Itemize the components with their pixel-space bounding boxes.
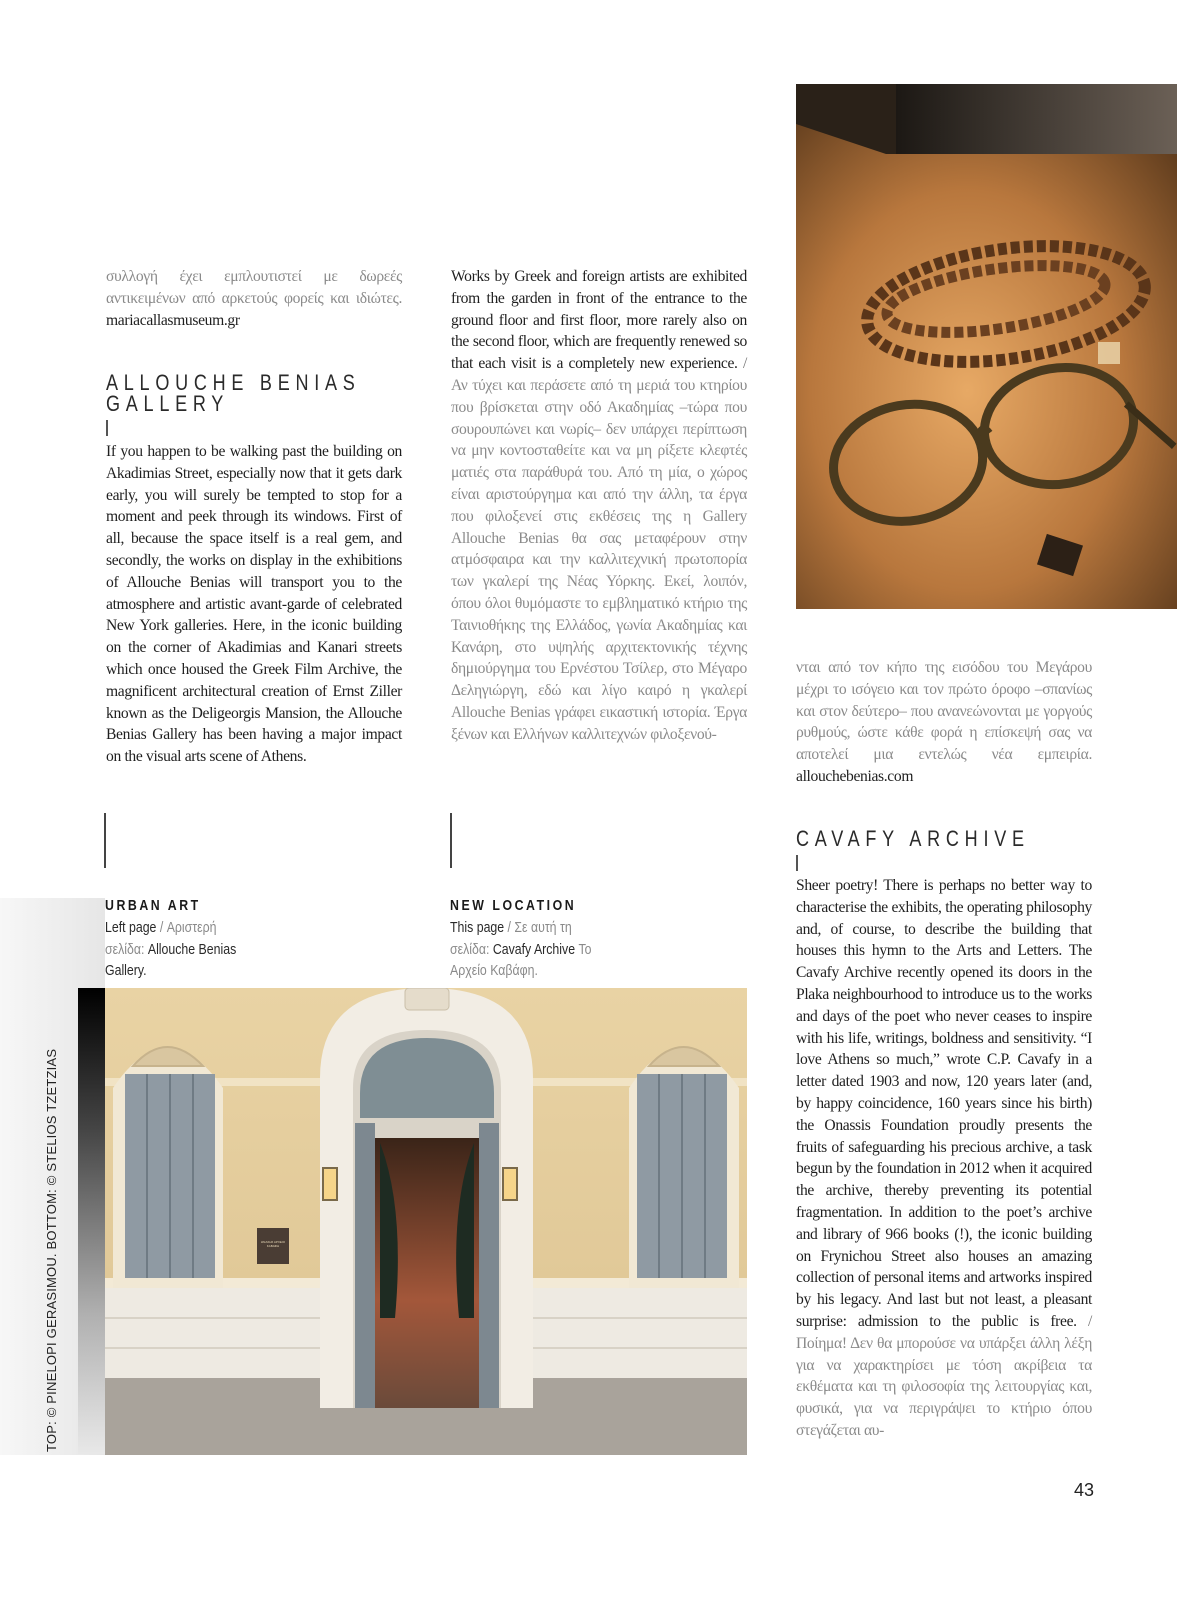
cavafy-archive-building-photo	[105, 988, 747, 1455]
allouche-benias-body-gr: Αν τύχει και περάσετε από τη μεριά του κτηρίου που βρίσκεται στην οδό Ακαδημίας –τώρα που σουρουπώνει και νωρίς– δεν υπάρχει περίπτωση να μην κοντοσταθείτε και να μη ρίξετε κλεφτές ματιές στα παράθυρά του. Από τη μία, ο χώρος είναι αριστούργημα και από την άλλη, τα έργα που φιλοξενεί στις εκθέσεις της η Gallery Allouche Benias θα σας μεταφέρουν στην ατμόσφαιρα και την καλλιτεχνική πρωτοπορία των γκαλερί της Νέας Υόρκης. Εκεί, λοιπόν, όπου όλοι θυμόμαστε το εμβληματικό κτήριο της Ταινιοθήκης της Ελλάδος, γωνία Ακαδημίας και Κανάρη, στο υψηλής αρχιτεκτονικής τέχνης δημιούργημα του Ερνέστου Τσίλερ, στο Μέγαρο Δεληγιώργη, εδώ και λίγο καιρό η γκαλερί Allouche Benias γράφει εικαστική ιστορία. Έργα ξένων και Ελλήνων καλλιτεχνών φιλοξενού-	[451, 376, 747, 743]
caption-left-label-gr: Αριστερή σελίδα:	[105, 920, 217, 958]
intro-greek-text: συλλογή έχει εμπλουτιστεί με δωρεές αντικειμένων από αρκετούς φορείς και ιδιώτες.	[106, 268, 402, 307]
heading-tick-mark	[106, 420, 108, 436]
allouche-benias-heading: ALLOUCHE BENIAS GALLERY	[106, 370, 361, 416]
caption-right-text-gr: Το Αρχείο Καβάφη.	[450, 941, 592, 980]
heading-tick-mark-2	[796, 855, 798, 871]
maria-callas-museum-link[interactable]: mariacallasmuseum.gr	[106, 311, 240, 329]
building-facade-drawing	[105, 988, 747, 1455]
glasses-photo-drawing	[796, 84, 1177, 609]
caption-right-text-en: Cavafy Archive	[492, 941, 576, 958]
caption-new-location	[450, 918, 603, 983]
allouche-benias-body-en-cont: Works by Greek and foreign artists are exhibited from the garden in front of the entrance to the ground floor and first floor, more rarely also on the second floor, which are frequently renewed so that each visit is a completely new experience.	[451, 268, 747, 373]
column-2-body	[451, 266, 747, 746]
language-separator-2: /	[1088, 1312, 1092, 1330]
caption-right-sep: /	[507, 920, 511, 936]
column-3-continued	[796, 657, 1092, 788]
allouche-benias-body-en: If you happen to be walking past the building on Akadimias Street, especially now that it gets dark early, you will surely be tempted to stop for a moment and peek through its windows. First of all, because the space itself is a real gem, and secondly, the works on display in the exhibitions of Allouche Benias will transport you to the atmosphere and artistic avant-garde of celebrated New York galleries. Here, in the iconic building on the corner of Akadimias and Kanari streets which once housed the Greek Film Archive, the magnificent architectural creation of Ernst Ziller known as the Deligeorgis Mansion, the Allouche Benias Gallery has been having a major impact on the visual arts scene of Athens.	[106, 443, 402, 766]
cavafy-archive-body-en: Sheer poetry! There is perhaps no better way to characterise the exhibits, the operating philosophy and, of course, to describe the building that houses this hymn to the Arts and Letters. The Cavafy Archive recently opened its doors in the Plaka neighbourhood to introduce us to the works and days of the poet who never ceases to inspire with his life, writings, boldness and sensitivity. “I love Athens so much,” wrote C.P. Cavafy in a letter dated 1903 and now, 120 years later (and, by happy coincidence, 160 years since his birth) the Onassis Foundation proudly presents the fruits of safeguarding his precious archive, a task begun by the foundation in 2012 when it acquired the archive, thereby preventing its potential fragmentation. In addition to the poet’s archive and library of 966 books (!), the iconic building on Frynichou Street also houses an amazing collection of personal items and artworks inspired by his legacy. And last but not least, a pleasant surprise: admission to the public is free.	[796, 877, 1092, 1330]
caption-title-new-location: NEW LOCATION	[450, 898, 577, 914]
caption-right-label-en: This page	[450, 920, 505, 936]
caption-rule-right	[450, 813, 452, 868]
language-separator: /	[743, 355, 747, 373]
caption-title-urban-art: URBAN ART	[105, 898, 201, 914]
cavafy-archive-body	[796, 875, 1092, 1442]
glasses-and-prayer-beads-photo	[796, 84, 1177, 609]
caption-left-label-en: Left page	[105, 920, 157, 936]
cavafy-archive-heading: CAVAFY ARCHIVE	[796, 826, 1030, 851]
column-1-intro	[106, 266, 402, 331]
photo-edge-shade	[78, 988, 106, 1454]
allouche-benias-link[interactable]: allouchebenias.com	[796, 767, 914, 785]
caption-left-sep: /	[159, 920, 164, 936]
page-number: 43	[1074, 1480, 1095, 1500]
photo-credit: TOP: © PINELOPI GERASIMOU. BOTTOM: © STELIOS TZETZIAS	[44, 1048, 59, 1452]
allouche-benias-continued-gr: νται από τον κήπο της εισόδου του Μεγάρου μέχρι το ισόγειο και τον πρώτο όροφο –σπανίως και στον δεύτερο– που ανανεώνονται με γοργούς ρυθμούς, ώστε κάθε φορά η επίσκεψή σας να αποτελεί μια εντελώς νέα εμπειρία.	[796, 659, 1092, 764]
caption-right-label-gr: Σε αυτή τη σελίδα:	[450, 920, 572, 958]
building-plaque-text: ΩΝΑΣΗΣ ΑΡΧΕΙΟ ΚΑΒΑΦΗ	[260, 1240, 286, 1248]
caption-rule-left	[104, 813, 106, 868]
cavafy-archive-body-gr: Ποίημα! Δεν θα μπορούσε να υπάρξει άλλη λέξη για να χαρακτηρίσει με τόση ακρίβεια τα εκθέματα και τη φιλοσοφία της λειτουργίας και, φυσικά, για να περιγράψει το κτήριο όπου στεγάζεται αυ-	[796, 1334, 1092, 1439]
caption-left-text-en: Allouche Benias Gallery.	[105, 941, 237, 980]
caption-urban-art	[105, 918, 258, 983]
